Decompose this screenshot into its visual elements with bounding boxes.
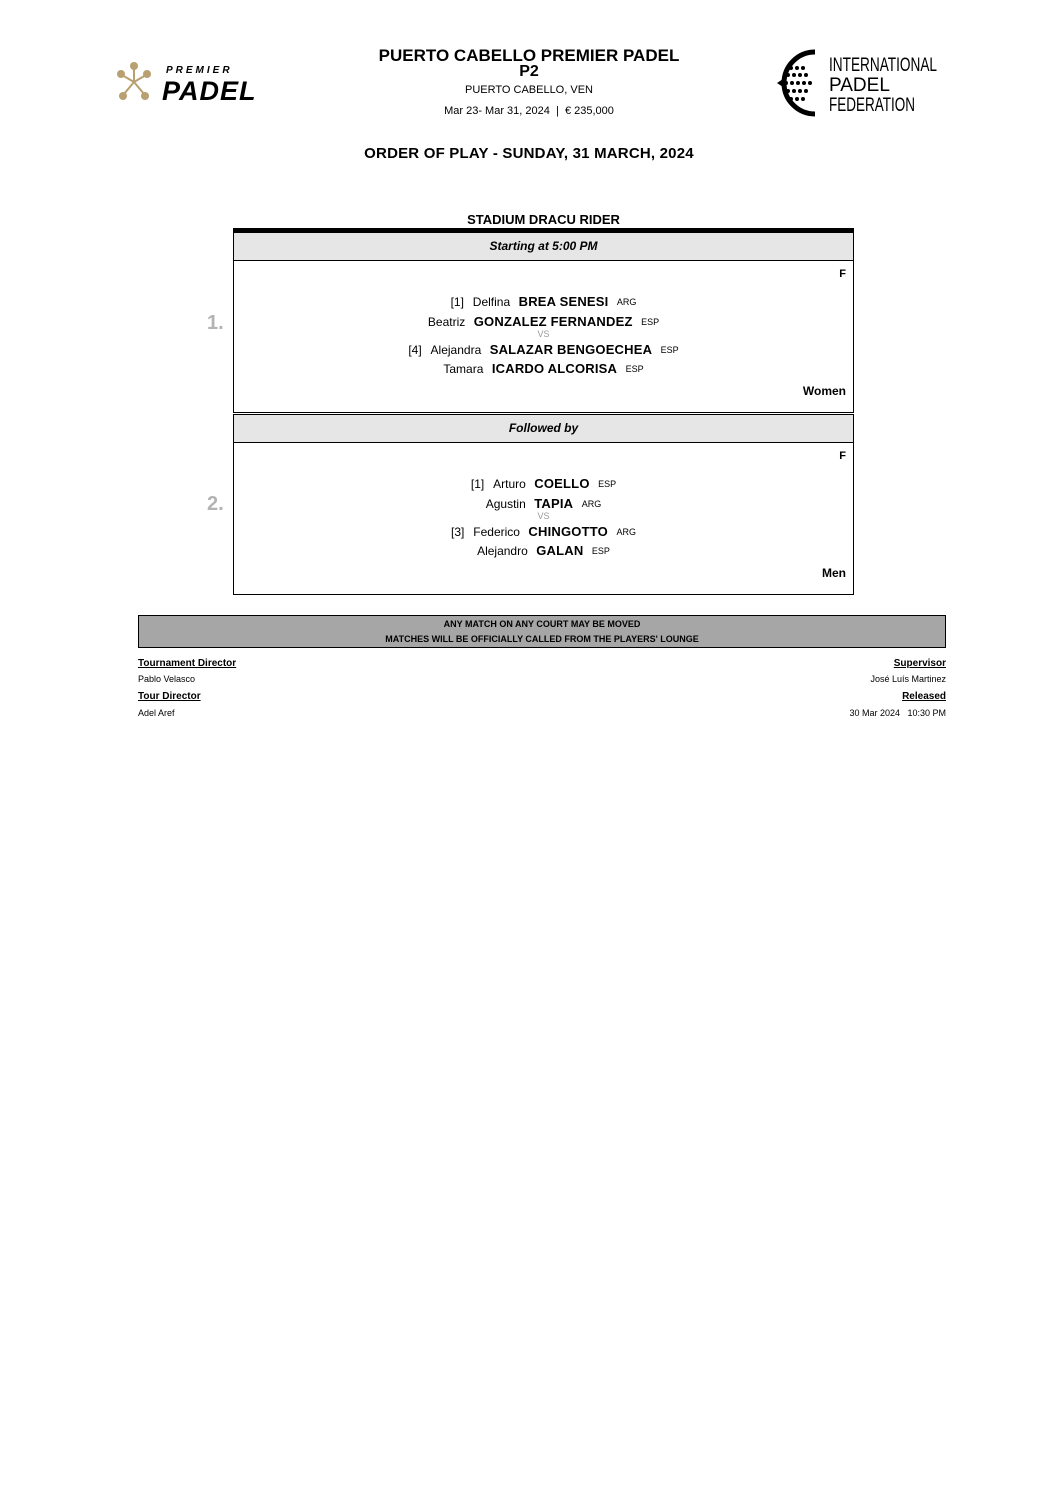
player-nationality: ARG xyxy=(581,499,602,509)
player-last-name: SALAZAR BENGOECHEA xyxy=(489,342,653,357)
player-last-name: GONZALEZ FERNANDEZ xyxy=(473,314,633,329)
tournament-location: PUERTO CABELLO, VEN xyxy=(465,84,593,96)
player-first-name: Beatriz xyxy=(427,315,466,329)
versus-label: VS xyxy=(537,511,550,521)
player-line xyxy=(234,293,853,311)
tournament-director-label: Tournament Director xyxy=(138,658,237,669)
notice-line-2: MATCHES WILL BE OFFICIALLY CALLED FROM THE PLAYERS' LOUNGE xyxy=(385,634,699,644)
player-nationality: ESP xyxy=(660,345,679,355)
match-time-label: Starting at 5:00 PM xyxy=(234,233,853,261)
tournament-category: P2 xyxy=(519,63,539,80)
supervisor-name: José Luís Martinez xyxy=(870,674,946,684)
tour-director-label: Tour Director xyxy=(138,691,201,702)
match-time-label: Followed by xyxy=(234,415,853,443)
player-last-name: GALAN xyxy=(536,543,584,558)
player-line xyxy=(234,360,853,378)
notice-line-1: ANY MATCH ON ANY COURT MAY BE MOVED xyxy=(443,619,641,629)
supervisor-label: Supervisor xyxy=(893,658,946,669)
player-line xyxy=(234,542,853,560)
tour-director-name: Adel Aref xyxy=(138,708,175,718)
tournament-dates-prize: Mar 23- Mar 31, 2024 | € 235,000 xyxy=(444,105,614,117)
player-line xyxy=(234,341,853,359)
player-first-name: Alejandro xyxy=(477,544,528,558)
logo-premier-text: PREMIER xyxy=(166,65,233,76)
player-first-name: Tamara xyxy=(443,362,484,376)
match-body xyxy=(234,261,853,412)
match-number: 1. xyxy=(207,312,224,334)
player-first-name: Delfina xyxy=(472,295,511,309)
player-last-name: BREA SENESI xyxy=(518,294,609,309)
player-seed: [4] xyxy=(408,343,422,357)
released-timestamp: 30 Mar 2024 10:30 PM xyxy=(849,708,946,718)
player-last-name: ICARDO ALCORISA xyxy=(491,361,618,376)
schedule-notice xyxy=(138,615,946,648)
player-last-name: TAPIA xyxy=(534,496,574,511)
player-line xyxy=(234,523,853,541)
player-first-name: Arturo xyxy=(493,477,526,491)
match-round: F xyxy=(839,450,846,462)
international-padel-federation-logo xyxy=(775,48,945,118)
ipf-line-1: INTERNATIONAL xyxy=(829,55,937,76)
order-of-play-heading: ORDER OF PLAY - SUNDAY, 31 MARCH, 2024 xyxy=(364,145,694,162)
released-label: Released xyxy=(902,691,946,702)
player-last-name: CHINGOTTO xyxy=(528,524,608,539)
player-seed: [1] xyxy=(450,295,464,309)
player-nationality: ESP xyxy=(591,546,610,556)
player-nationality: ARG xyxy=(616,527,636,537)
player-first-name: Alejandra xyxy=(430,343,482,357)
player-last-name: COELLO xyxy=(534,476,590,491)
match-event: Women xyxy=(802,384,846,398)
court-name: STADIUM DRACU RIDER xyxy=(467,212,620,227)
player-nationality: ARG xyxy=(616,297,637,307)
match-card xyxy=(233,414,854,595)
match-event: Men xyxy=(822,566,846,580)
player-seed: [3] xyxy=(451,525,465,539)
tournament-title: PUERTO CABELLO PREMIER PADEL xyxy=(378,46,680,65)
tournament-director-name: Pablo Velasco xyxy=(138,674,196,684)
logo-padel-text: PADEL xyxy=(162,76,257,106)
player-first-name: Federico xyxy=(473,525,520,539)
player-nationality: ESP xyxy=(625,364,644,374)
versus-label: VS xyxy=(537,329,550,339)
player-first-name: Agustin xyxy=(485,497,526,511)
ipf-line-2: PADEL xyxy=(829,75,890,96)
match-body xyxy=(234,443,853,594)
player-nationality: ESP xyxy=(598,479,617,489)
match-number: 2. xyxy=(207,493,224,515)
player-line xyxy=(234,475,853,493)
player-seed: [1] xyxy=(470,477,485,491)
ipf-line-3: FEDERATION xyxy=(829,95,915,116)
match-card xyxy=(233,232,854,413)
player-nationality: ESP xyxy=(641,317,660,327)
padel-ball-icon xyxy=(777,52,815,114)
match-round: F xyxy=(839,268,846,280)
